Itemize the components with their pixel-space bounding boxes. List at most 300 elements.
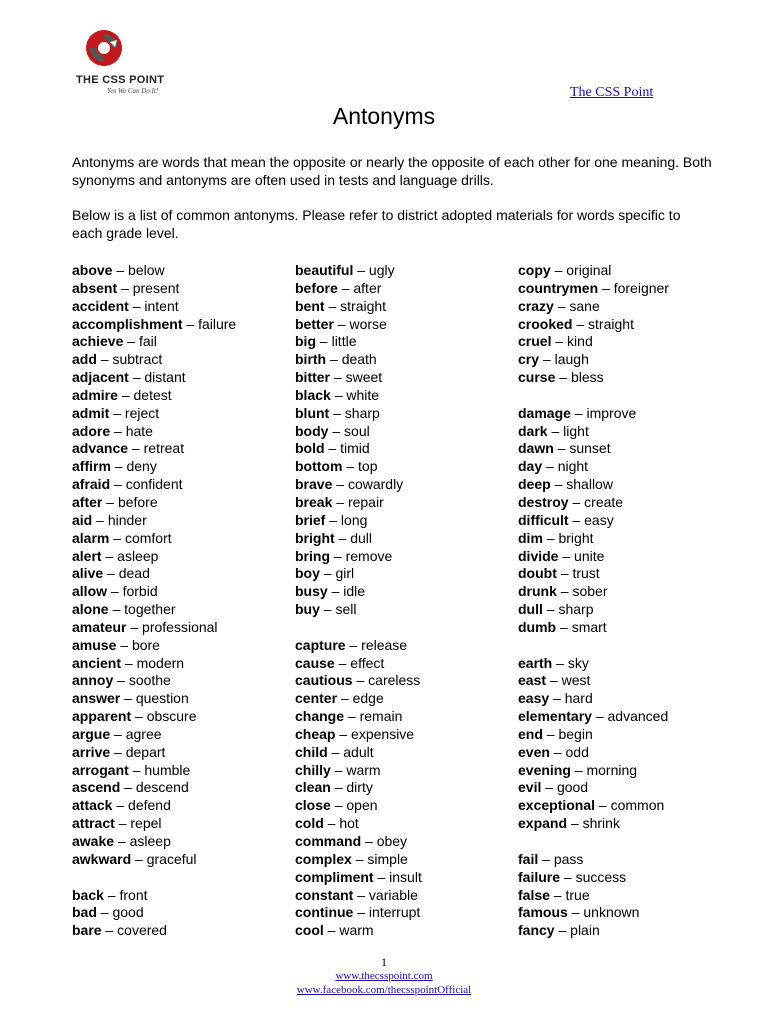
opposite: foreigner [613, 279, 669, 296]
antonym-pair [72, 512, 236, 530]
word: chilly [295, 761, 331, 778]
separator: – [101, 922, 118, 939]
word: east [518, 672, 547, 689]
separator: – [549, 743, 566, 760]
opposite: asleep [117, 547, 159, 564]
word: brave [295, 476, 333, 493]
opposite: hinder [107, 511, 147, 528]
word: cause [295, 654, 335, 671]
separator: – [112, 797, 129, 814]
word: cheap [295, 725, 336, 742]
opposite: soul [344, 422, 370, 439]
opposite: after [353, 279, 382, 296]
word: cold [295, 815, 324, 832]
opposite: question [135, 690, 189, 707]
word: constant [295, 886, 354, 903]
antonym-pair [518, 762, 669, 780]
separator: – [542, 458, 558, 475]
antonym-pair [518, 512, 669, 530]
separator: – [327, 743, 344, 760]
instructions-paragraph: Below is a list of common antonyms. Please refer to district adopted materials for words specific to each grade level. [72, 207, 681, 241]
antonym-pair [72, 851, 236, 869]
separator: – [539, 351, 555, 368]
separator: – [542, 529, 559, 546]
antonym-pair [518, 298, 669, 316]
antonym-pair [518, 619, 669, 637]
opposite: together [124, 601, 176, 618]
antonym-pair [295, 316, 422, 334]
antonym-pair [295, 583, 422, 601]
separator: – [353, 904, 369, 921]
word: dull [518, 601, 543, 618]
word: cool [295, 922, 324, 939]
separator: – [121, 654, 137, 671]
word: accomplishment [72, 315, 183, 332]
opposite: little [331, 333, 357, 350]
opposite: unite [574, 547, 605, 564]
antonym-pair [295, 565, 422, 583]
opposite: forbid [122, 583, 158, 600]
word: drunk [518, 583, 557, 600]
antonym-pair [518, 565, 669, 583]
opposite: professional [142, 618, 218, 635]
opposite: trust [572, 565, 600, 582]
word: change [295, 708, 345, 725]
separator: – [324, 440, 341, 457]
separator: – [353, 262, 369, 278]
separator: – [112, 262, 129, 278]
antonym-pair [72, 815, 236, 833]
opposite: cowardly [347, 476, 404, 493]
antonym-pair [518, 262, 669, 280]
separator: – [373, 868, 390, 885]
separator: – [553, 440, 570, 457]
antonym-column-2 [295, 262, 422, 940]
word: awkward [72, 850, 132, 867]
separator: – [549, 886, 566, 903]
footer-facebook-link[interactable]: www.facebook.com/thecsspointOfficial [296, 984, 472, 996]
antonym-pair [295, 690, 422, 708]
word: earth [518, 654, 553, 671]
antonym-pair [518, 351, 669, 369]
logo-name: THE CSS POINT [76, 74, 165, 86]
antonym-pair [295, 637, 422, 655]
separator: – [323, 922, 340, 939]
antonym-pair [72, 619, 236, 637]
opposite: reject [124, 404, 160, 421]
logo-tagline: Yes We Can Do It! [107, 87, 159, 95]
antonym-pair [295, 815, 422, 833]
antonym-pair [518, 726, 669, 744]
antonym-pair [72, 744, 236, 762]
separator: – [114, 815, 131, 832]
opposite: descend [135, 779, 189, 796]
separator: – [337, 690, 353, 707]
separator: – [116, 636, 132, 653]
antonym-pair [295, 298, 422, 316]
word: back [72, 886, 104, 903]
word: amuse [72, 636, 117, 653]
opposite: dirty [346, 779, 373, 796]
separator: – [568, 511, 585, 528]
separator: – [319, 601, 336, 618]
antonym-pair [295, 369, 422, 387]
antonym-pair [72, 316, 236, 334]
opposite: original [566, 262, 612, 278]
word: body [295, 422, 329, 439]
word: admire [72, 386, 118, 403]
word: curse [518, 369, 556, 386]
opposite: night [557, 458, 589, 475]
separator: – [547, 422, 564, 439]
antonym-pair [72, 637, 236, 655]
antonym-pair [295, 387, 422, 405]
separator: – [556, 565, 573, 582]
opposite: effect [350, 654, 385, 671]
word: damage [518, 404, 571, 421]
antonym-pair [518, 440, 669, 458]
separator: – [324, 297, 341, 314]
antonym-pair [295, 904, 422, 922]
separator: – [327, 583, 344, 600]
antonym-pair [518, 779, 669, 797]
antonym-pair [295, 512, 422, 530]
word: clean [295, 779, 331, 796]
separator: – [110, 422, 126, 439]
separator: – [126, 618, 143, 635]
opposite: dull [350, 529, 373, 546]
word: big [295, 333, 316, 350]
separator: – [550, 262, 567, 278]
antonym-pair [518, 797, 669, 815]
word: dawn [518, 440, 554, 457]
antonym-pair [295, 655, 422, 673]
word: arrogant [72, 761, 129, 778]
separator: – [110, 725, 126, 742]
word: famous [518, 904, 568, 921]
word: alone [72, 601, 109, 618]
antonym-pair [295, 601, 422, 619]
separator: – [598, 279, 614, 296]
opposite: long [340, 511, 368, 528]
antonym-pair [295, 887, 422, 905]
word: busy [295, 583, 328, 600]
opposite: deny [126, 458, 157, 475]
separator: – [334, 654, 351, 671]
word: apparent [72, 708, 132, 725]
antonym-pair [295, 762, 422, 780]
word: evil [518, 779, 542, 796]
separator: – [330, 547, 346, 564]
word: beautiful [295, 262, 354, 278]
opposite: repel [130, 815, 162, 832]
antonym-pair [295, 851, 422, 869]
antonym-pair [518, 333, 669, 351]
antonym-pair [518, 922, 669, 940]
antonym-pair [72, 601, 236, 619]
antonym-pair [518, 601, 669, 619]
antonym-pair [518, 280, 669, 298]
opposite: variable [368, 886, 418, 903]
antonym-pair [295, 440, 422, 458]
antonym-pair [518, 530, 669, 548]
separator: – [328, 422, 345, 439]
opposite: sky [567, 654, 589, 671]
separator: – [546, 672, 562, 689]
separator: – [567, 815, 583, 832]
antonym-column-1 [72, 262, 236, 940]
separator: – [552, 654, 568, 671]
word: ascend [72, 779, 121, 796]
footer-website-link[interactable]: www.thecsspoint.com [335, 970, 433, 982]
separator: – [326, 351, 342, 368]
opposite: front [119, 886, 148, 903]
antonym-pair [295, 779, 422, 797]
separator: – [323, 815, 340, 832]
opposite: retreat [143, 440, 185, 457]
opposite: sharp [558, 601, 594, 618]
separator: – [542, 601, 559, 618]
separator: – [107, 583, 123, 600]
antonym-pair [518, 316, 669, 334]
word: aid [72, 511, 93, 528]
word: evening [518, 761, 571, 778]
opposite: distant [144, 369, 186, 386]
antonym-pair [72, 887, 236, 905]
opposite: improve [586, 404, 637, 421]
opposite: bore [131, 636, 160, 653]
antonym-pair [72, 369, 236, 387]
separator: – [556, 618, 572, 635]
separator: – [128, 440, 144, 457]
separator: – [556, 583, 573, 600]
separator: – [120, 690, 136, 707]
opposite: below [128, 262, 165, 278]
opposite: sell [335, 601, 357, 618]
word: annoy [72, 672, 114, 689]
word: adore [72, 422, 111, 439]
opposite: idle [343, 583, 366, 600]
antonym-pair [295, 869, 422, 887]
word: attack [72, 797, 113, 814]
word: alive [72, 565, 104, 582]
opposite: graceful [146, 850, 197, 867]
blank-row [295, 619, 422, 637]
opposite: smart [571, 618, 607, 635]
word: bitter [295, 369, 330, 386]
word: adjacent [72, 369, 129, 386]
word: boy [295, 565, 320, 582]
opposite: top [358, 458, 378, 475]
opposite: bright [558, 529, 594, 546]
separator: – [330, 761, 347, 778]
opposite: begin [558, 725, 593, 742]
opposite: sweet [345, 369, 383, 386]
word: brief [295, 511, 326, 528]
opposite: odd [565, 743, 589, 760]
word: ancient [72, 654, 122, 671]
separator: – [109, 404, 125, 421]
antonym-pair [518, 583, 669, 601]
antonym-pair [72, 548, 236, 566]
antonym-pair [72, 833, 236, 851]
page-number: 1 [381, 955, 387, 969]
antonym-pair [72, 655, 236, 673]
antonym-pair [518, 851, 669, 869]
antonym-pair [295, 708, 422, 726]
antonym-pair [72, 583, 236, 601]
separator: – [335, 725, 352, 742]
word: day [518, 458, 543, 475]
opposite: good [112, 904, 144, 921]
opposite: modern [136, 654, 185, 671]
word: answer [72, 690, 121, 707]
footer [0, 955, 768, 997]
opposite: repair [347, 493, 384, 510]
antonym-pair [295, 672, 422, 690]
separator: – [554, 922, 571, 939]
opposite: depart [125, 743, 166, 760]
antonym-pair [295, 458, 422, 476]
antonym-pair [518, 423, 669, 441]
opposite: defend [128, 797, 171, 814]
opposite: simple [367, 850, 408, 867]
opposite: interrupt [368, 904, 421, 921]
antonym-pair [72, 387, 236, 405]
opposite: expensive [351, 725, 415, 742]
opposite: present [132, 279, 180, 296]
opposite: asleep [129, 833, 171, 849]
opposite: light [563, 422, 589, 439]
separator: – [352, 672, 369, 689]
separator: – [542, 725, 559, 742]
separator: – [319, 565, 336, 582]
opposite: straight [588, 315, 634, 332]
antonym-pair [295, 405, 422, 423]
separator: – [128, 369, 145, 386]
separator: – [344, 708, 360, 725]
opposite: obey [376, 833, 408, 849]
opposite: warm [346, 761, 381, 778]
word: copy [518, 262, 551, 278]
separator: – [109, 529, 125, 546]
word: argue [72, 725, 111, 742]
word: accident [72, 297, 129, 314]
site-link[interactable]: The CSS Point [570, 85, 654, 100]
antonym-pair [72, 333, 236, 351]
word: cry [518, 351, 540, 368]
word: afraid [72, 476, 111, 493]
separator: – [568, 493, 585, 510]
antonym-pair [518, 548, 669, 566]
opposite: agree [125, 725, 162, 742]
antonym-pair [72, 476, 236, 494]
opposite: girl [335, 565, 355, 582]
separator: – [131, 708, 147, 725]
separator: – [572, 315, 589, 332]
separator: – [128, 761, 145, 778]
opposite: good [556, 779, 589, 796]
separator: – [330, 369, 346, 386]
separator: – [570, 761, 587, 778]
antonym-pair [295, 548, 422, 566]
separator: – [131, 850, 147, 867]
opposite: obscure [146, 708, 197, 725]
word: difficult [518, 511, 569, 528]
word: fancy [518, 922, 555, 939]
opposite: before [117, 493, 158, 510]
opposite: create [584, 493, 624, 510]
separator: – [329, 404, 345, 421]
antonym-pair [518, 672, 669, 690]
antonym-pair [72, 922, 236, 940]
word: arrive [72, 743, 111, 760]
opposite: easy [584, 511, 614, 528]
opposite: death [341, 351, 377, 368]
opposite: fail [138, 333, 157, 350]
separator: – [551, 333, 568, 350]
separator: – [114, 833, 130, 849]
separator: – [96, 904, 113, 921]
antonym-pair [518, 369, 669, 387]
word: advance [72, 440, 129, 457]
word: before [295, 279, 338, 296]
separator: – [345, 636, 362, 653]
separator: – [353, 886, 369, 903]
separator: – [110, 743, 126, 760]
separator: – [591, 708, 608, 725]
antonym-pair [72, 298, 236, 316]
antonym-pair [518, 744, 669, 762]
separator: – [96, 351, 113, 368]
opposite: straight [340, 297, 387, 314]
separator: – [567, 904, 584, 921]
separator: – [108, 601, 125, 618]
opposite: detest [133, 386, 172, 403]
word: bring [295, 547, 330, 564]
opposite: ugly [368, 262, 395, 278]
antonym-pair [72, 672, 236, 690]
antonym-pair [295, 351, 422, 369]
word: deep [518, 476, 551, 493]
separator: – [560, 868, 576, 885]
separator: – [330, 797, 347, 814]
antonym-pair [295, 476, 422, 494]
separator: – [538, 850, 554, 867]
opposite: bless [570, 369, 604, 386]
opposite: shallow [566, 476, 613, 493]
word: false [518, 886, 550, 903]
word: alert [72, 547, 102, 564]
antonym-pair [295, 280, 422, 298]
opposite: white [346, 386, 380, 403]
opposite: subtract [112, 351, 163, 368]
word: absent [72, 279, 118, 296]
antonym-pair [72, 565, 236, 583]
antonym-pair [295, 797, 422, 815]
antonym-pair [72, 726, 236, 744]
separator: – [332, 493, 348, 510]
opposite: sunset [569, 440, 611, 457]
word: add [72, 351, 97, 368]
antonym-pair [72, 797, 236, 815]
opposite: insult [389, 868, 422, 885]
antonym-column-3 [518, 262, 669, 940]
opposite: success [575, 868, 627, 885]
word: child [295, 743, 328, 760]
antonym-pair [295, 744, 422, 762]
word: destroy [518, 493, 569, 510]
